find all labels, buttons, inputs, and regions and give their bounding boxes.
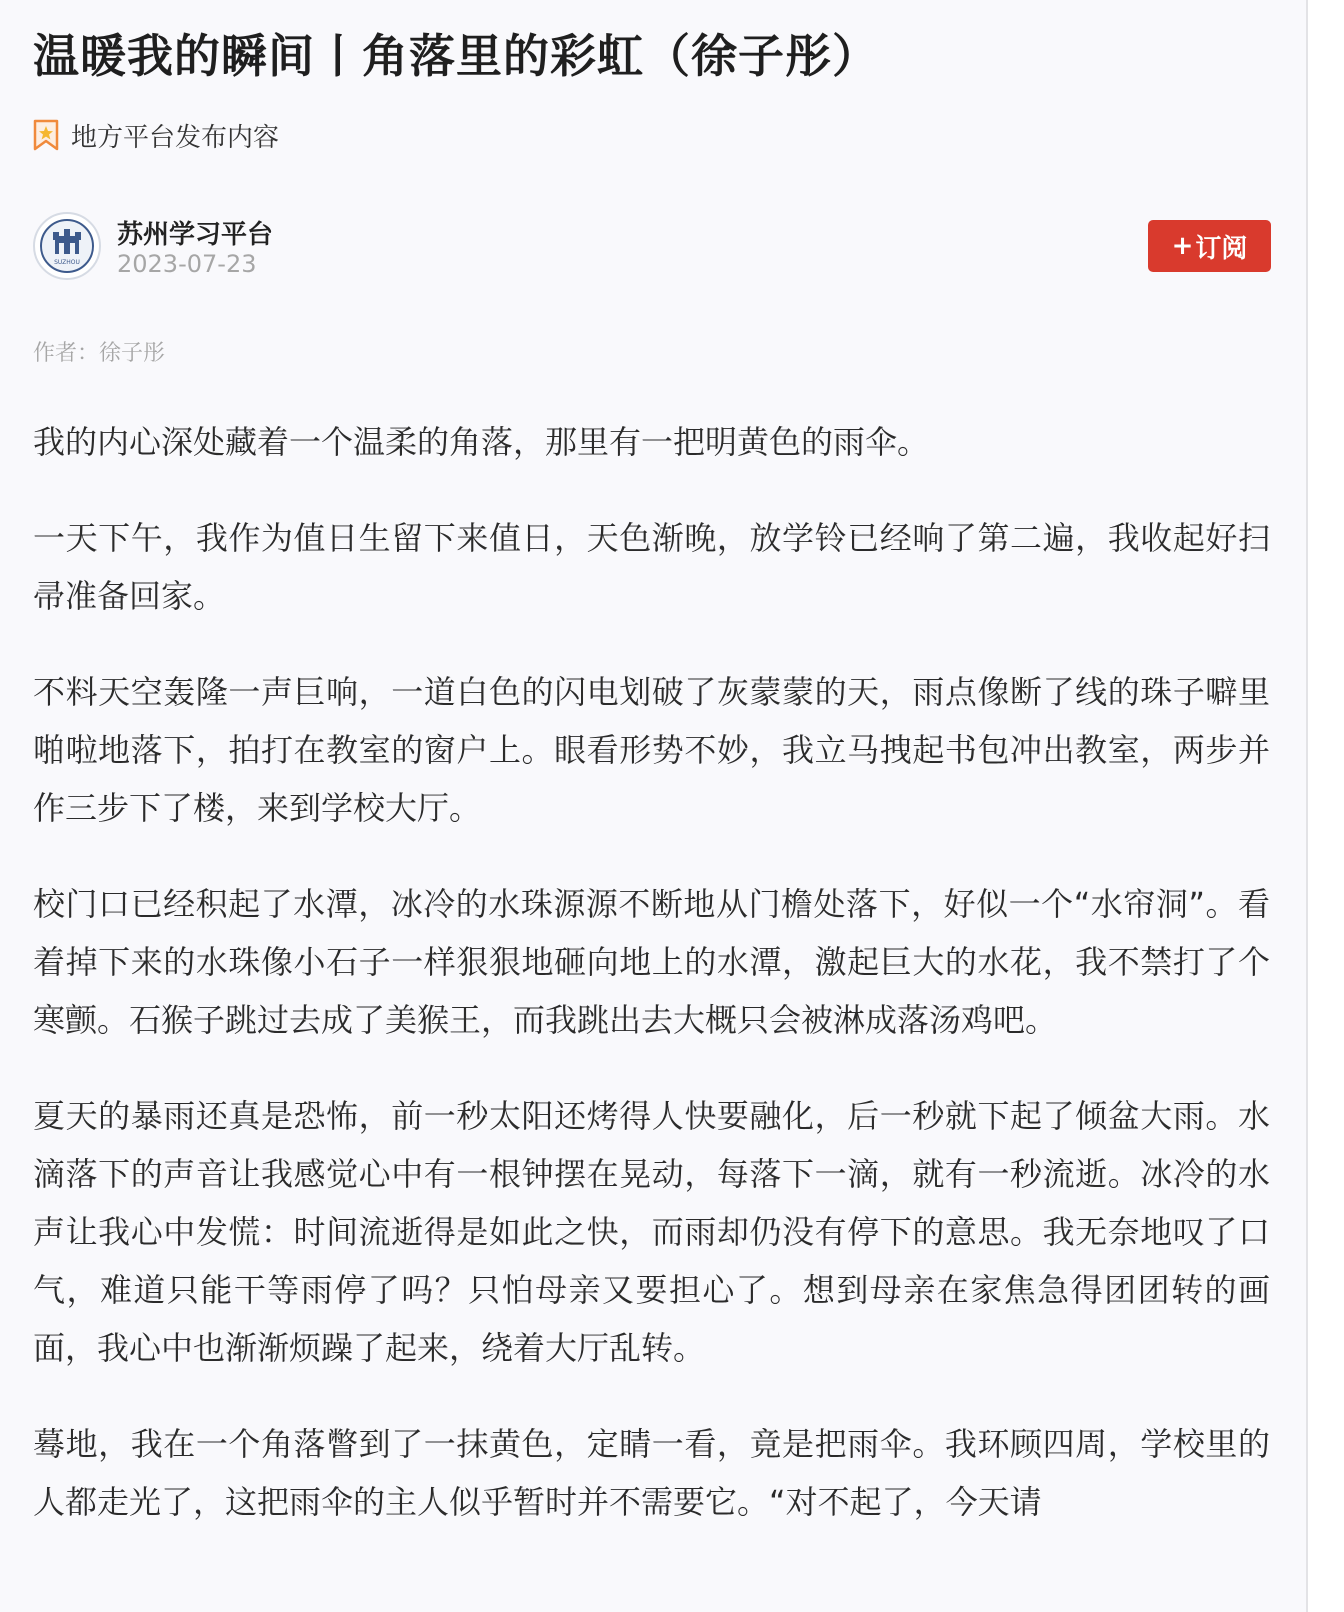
source-label: 地方平台发布内容: [71, 122, 280, 153]
source-tag: [33, 114, 279, 156]
article-paragraph: 校门口已经积起了水潭，冰冷的水珠源源不断地从门檐处落下，好似一个“水帘洞”。看着掉下来的水珠像小石子一样狠狠地砸向地上的水潭，激起巨大的水花，我不禁打了个寒颤。石猴子跳过去成了美猴王，而我跳出去大概只会被淋成落汤鸡吧。: [33, 885, 1270, 1039]
publish-date: 2023-07-23: [117, 250, 257, 278]
author-line: [33, 336, 165, 367]
account-name[interactable]: 苏州学习平台: [117, 220, 274, 250]
subscribe-button[interactable]: [1148, 220, 1271, 272]
author-name: 徐子彤: [99, 341, 166, 366]
avatar-logo-text: SUZHOU: [54, 259, 80, 266]
bookmark-star-icon: [33, 119, 59, 151]
article-title: 温暖我的瞬间丨角落里的彩虹（徐子彤）: [33, 29, 879, 83]
article-paragraph: 一天下午，我作为值日生留下来值日，天色渐晚，放学铃已经响了第二遍，我收起好扫帚准备回家。: [33, 519, 1270, 615]
plus-icon: +: [1171, 231, 1194, 261]
article-paragraph: 不料天空轰隆一声巨响，一道白色的闪电划破了灰蒙蒙的天，雨点像断了线的珠子噼里啪啦地落下，拍打在教室的窗户上。眼看形势不妙，我立马拽起书包冲出教室，两步并作三步下了楼，来到学校大厅。: [33, 673, 1270, 827]
window-edge: [1306, 0, 1308, 1612]
author-label: 作者：: [33, 341, 100, 366]
account-avatar[interactable]: [33, 212, 101, 280]
article-paragraph: 夏天的暴雨还真是恐怖，前一秒太阳还烤得人快要融化，后一秒就下起了倾盆大雨。水滴落下的声音让我感觉心中有一根钟摆在晃动，每落下一滴，就有一秒流逝。冰冷的水声让我心中发慌：时间流逝得是如此之快，而雨却仍没有停下的意思。我无奈地叹了口气，难道只能干等雨停了吗？只怕母亲又要担心了。想到母亲在家焦急得团团转的画面，我心中也渐渐烦躁了起来，绕着大厅乱转。: [33, 1097, 1270, 1367]
article-paragraph: 我的内心深处藏着一个温柔的角落，那里有一把明黄色的雨伞。: [33, 423, 930, 461]
article-body: [33, 413, 1270, 1569]
article-paragraph: 蓦地，我在一个角落瞥到了一抹黄色，定睛一看，竟是把雨伞。我环顾四周，学校里的人都走光了，这把雨伞的主人似乎暂时并不需要它。“对不起了，今天请: [33, 1425, 1270, 1521]
subscribe-label: 订阅: [1195, 233, 1248, 264]
account-row: [33, 210, 1273, 282]
